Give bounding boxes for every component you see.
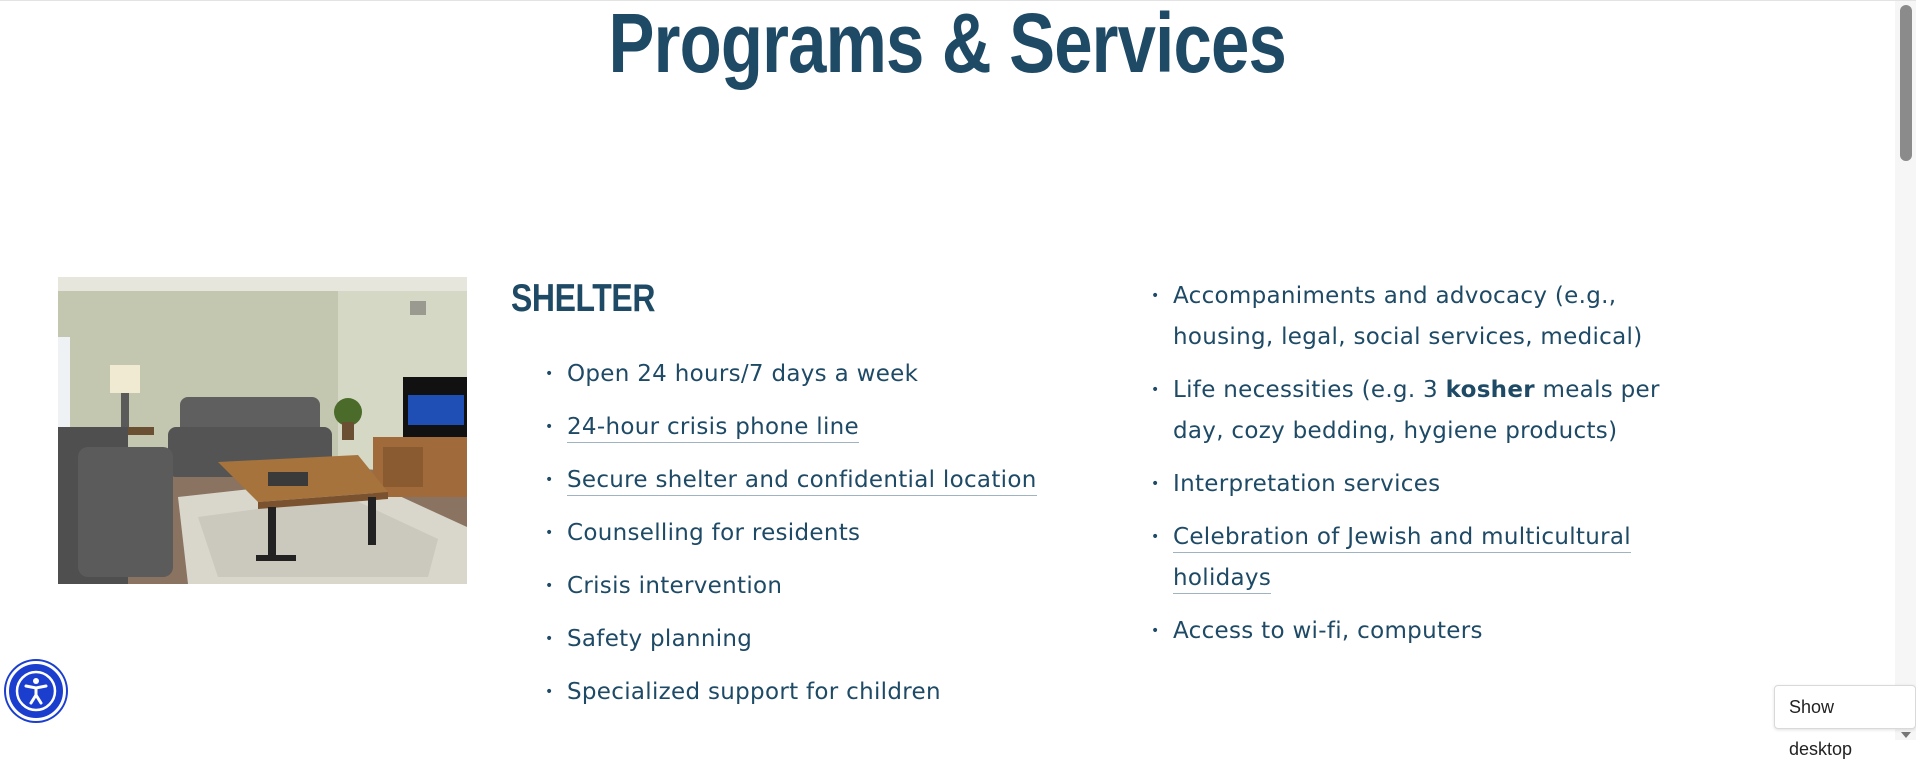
bullet-icon: • (545, 366, 554, 382)
bullet-icon: • (545, 578, 554, 594)
bullet-icon: • (545, 525, 554, 541)
page-title: Programs & Services (608, 0, 1286, 90)
bullet-icon: • (1151, 476, 1160, 492)
list-item (545, 354, 1105, 395)
bullet-icon: • (545, 472, 554, 488)
list-item (1151, 370, 1671, 452)
crisis-line-link[interactable]: 24-hour crisis phone line (567, 414, 859, 443)
bullet-icon: • (1151, 529, 1160, 545)
list-item (545, 513, 1105, 554)
shelter-services-list-right (1151, 276, 1671, 664)
vertical-scrollbar[interactable] (1895, 1, 1916, 740)
scrollbar-thumb[interactable] (1900, 5, 1912, 161)
list-item-text: Counselling for residents (567, 520, 861, 546)
list-item (1151, 276, 1671, 358)
list-item-text: Accompaniments and advocacy (e.g., housing, legal, social services, medical) (1173, 283, 1643, 350)
list-item (545, 566, 1105, 607)
list-item-text-pre: Life necessities (e.g. 3 (1173, 377, 1446, 403)
list-item-text: Open 24 hours/7 days a week (567, 361, 919, 387)
living-room-photo-icon (58, 277, 467, 584)
list-item (545, 619, 1105, 660)
jewish-holidays-link[interactable]: Celebration of Jewish and multicultural holidays (1173, 524, 1631, 594)
bullet-icon: • (545, 631, 554, 647)
list-item-text: Interpretation services (1173, 471, 1441, 497)
section-heading-shelter: SHELTER (511, 277, 656, 320)
show-desktop-button[interactable]: Show desktop (1774, 685, 1916, 729)
list-item-text: Access to wi-fi, computers (1173, 618, 1483, 644)
list-item (545, 407, 1105, 448)
bullet-icon: • (545, 684, 554, 700)
list-item-text: Specialized support for children (567, 679, 941, 705)
scroll-down-arrow-icon[interactable] (1901, 732, 1911, 738)
bullet-icon: • (1151, 288, 1160, 304)
list-item (1151, 464, 1671, 505)
list-item (545, 460, 1105, 501)
shelter-photo (58, 277, 467, 584)
secure-shelter-link[interactable]: Secure shelter and confidential location (567, 467, 1037, 496)
kosher-bold-text: kosher (1445, 377, 1535, 403)
bullet-icon: • (1151, 623, 1160, 639)
accessibility-icon (15, 670, 57, 712)
list-item-text: Crisis intervention (567, 573, 783, 599)
list-item-text: Safety planning (567, 626, 753, 652)
bullet-icon: • (1151, 382, 1160, 398)
bullet-icon: • (545, 419, 554, 435)
list-item (1151, 611, 1671, 652)
list-item-text-post: meals per day, cozy bedding, hygiene products) (1173, 377, 1660, 444)
list-item (1151, 517, 1671, 599)
list-item (545, 672, 1105, 713)
accessibility-button[interactable] (6, 661, 66, 721)
shelter-services-list-left (545, 354, 1105, 725)
